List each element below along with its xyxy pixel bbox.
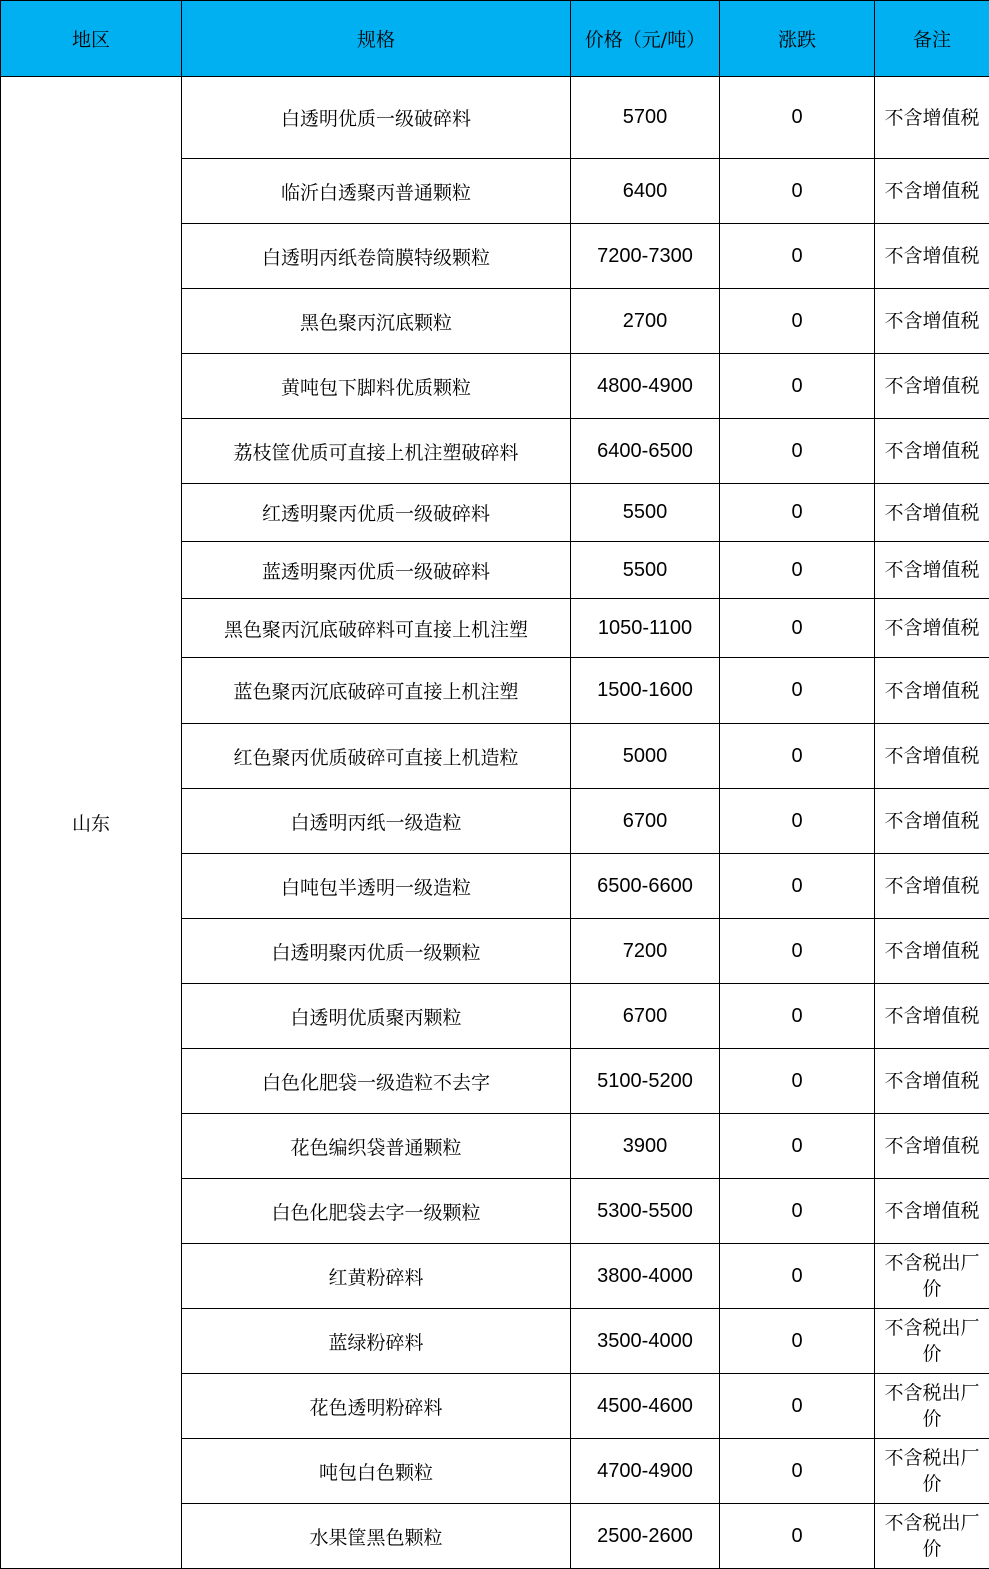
note-cell: 不含增值税	[875, 919, 989, 984]
change-cell: 0	[720, 1439, 875, 1504]
price-cell: 6500-6600	[571, 854, 720, 919]
change-cell: 0	[720, 658, 875, 724]
spec-cell: 花色透明粉碎料	[182, 1374, 571, 1439]
header-row	[1, 1, 989, 77]
spec-cell: 白吨包半透明一级造粒	[182, 854, 571, 919]
change-cell: 0	[720, 1374, 875, 1439]
price-cell: 5500	[571, 542, 720, 599]
note-cell: 不含增值税	[875, 724, 989, 789]
spec-cell: 白透明聚丙优质一级颗粒	[182, 919, 571, 984]
price-cell: 5100-5200	[571, 1049, 720, 1114]
price-cell: 2500-2600	[571, 1504, 720, 1569]
header-price: 价格（元/吨）	[571, 1, 720, 77]
price-cell: 7200-7300	[571, 224, 720, 289]
price-cell: 3900	[571, 1114, 720, 1179]
note-cell: 不含增值税	[875, 354, 989, 419]
price-cell: 6400-6500	[571, 419, 720, 484]
price-cell: 6400	[571, 159, 720, 224]
price-cell: 5300-5500	[571, 1179, 720, 1244]
change-cell: 0	[720, 919, 875, 984]
note-cell: 不含增值税	[875, 542, 989, 599]
change-cell: 0	[720, 77, 875, 159]
change-cell: 0	[720, 1179, 875, 1244]
price-cell: 4500-4600	[571, 1374, 720, 1439]
note-cell: 不含增值税	[875, 159, 989, 224]
spec-cell: 蓝色聚丙沉底破碎可直接上机注塑	[182, 658, 571, 724]
note-cell: 不含增值税	[875, 484, 989, 542]
change-cell: 0	[720, 599, 875, 658]
spec-cell: 白透明优质聚丙颗粒	[182, 984, 571, 1049]
spec-cell: 白色化肥袋去字一级颗粒	[182, 1179, 571, 1244]
change-cell: 0	[720, 789, 875, 854]
spec-cell: 白色化肥袋一级造粒不去字	[182, 1049, 571, 1114]
spec-cell: 白透明丙纸卷筒膜特级颗粒	[182, 224, 571, 289]
change-cell: 0	[720, 1049, 875, 1114]
header-spec: 规格	[182, 1, 571, 77]
header-note: 备注	[875, 1, 989, 77]
price-cell: 5000	[571, 724, 720, 789]
change-cell: 0	[720, 1309, 875, 1374]
change-cell: 0	[720, 1504, 875, 1569]
note-cell: 不含税出厂价	[875, 1374, 989, 1439]
spec-cell: 红透明聚丙优质一级破碎料	[182, 484, 571, 542]
price-cell: 1050-1100	[571, 599, 720, 658]
price-cell: 6700	[571, 789, 720, 854]
spec-cell: 水果筐黑色颗粒	[182, 1504, 571, 1569]
header-change: 涨跌	[720, 1, 875, 77]
note-cell: 不含税出厂价	[875, 1439, 989, 1504]
change-cell: 0	[720, 724, 875, 789]
spec-cell: 临沂白透聚丙普通颗粒	[182, 159, 571, 224]
change-cell: 0	[720, 1244, 875, 1309]
spec-cell: 吨包白色颗粒	[182, 1439, 571, 1504]
price-cell: 3800-4000	[571, 1244, 720, 1309]
note-cell: 不含增值税	[875, 77, 989, 159]
table-row	[1, 77, 989, 159]
note-cell: 不含税出厂价	[875, 1244, 989, 1309]
note-cell: 不含增值税	[875, 1179, 989, 1244]
price-cell: 2700	[571, 289, 720, 354]
price-cell: 4800-4900	[571, 354, 720, 419]
change-cell: 0	[720, 354, 875, 419]
note-cell: 不含税出厂价	[875, 1309, 989, 1374]
spec-cell: 蓝透明聚丙优质一级破碎料	[182, 542, 571, 599]
note-cell: 不含增值税	[875, 789, 989, 854]
spec-cell: 红黄粉碎料	[182, 1244, 571, 1309]
spec-cell: 白透明优质一级破碎料	[182, 77, 571, 159]
table-body	[1, 77, 989, 1569]
price-cell: 4700-4900	[571, 1439, 720, 1504]
change-cell: 0	[720, 542, 875, 599]
note-cell: 不含增值税	[875, 419, 989, 484]
header-region: 地区	[1, 1, 182, 77]
note-cell: 不含增值税	[875, 658, 989, 724]
price-cell: 5700	[571, 77, 720, 159]
note-cell: 不含增值税	[875, 599, 989, 658]
spec-cell: 花色编织袋普通颗粒	[182, 1114, 571, 1179]
spec-cell: 荔枝筐优质可直接上机注塑破碎料	[182, 419, 571, 484]
note-cell: 不含税出厂价	[875, 1504, 989, 1569]
change-cell: 0	[720, 984, 875, 1049]
change-cell: 0	[720, 419, 875, 484]
change-cell: 0	[720, 854, 875, 919]
note-cell: 不含增值税	[875, 854, 989, 919]
change-cell: 0	[720, 159, 875, 224]
change-cell: 0	[720, 289, 875, 354]
spec-cell: 黑色聚丙沉底破碎料可直接上机注塑	[182, 599, 571, 658]
price-cell: 7200	[571, 919, 720, 984]
note-cell: 不含增值税	[875, 984, 989, 1049]
note-cell: 不含增值税	[875, 289, 989, 354]
price-cell: 3500-4000	[571, 1309, 720, 1374]
note-cell: 不含增值税	[875, 1114, 989, 1179]
spec-cell: 蓝绿粉碎料	[182, 1309, 571, 1374]
spec-cell: 白透明丙纸一级造粒	[182, 789, 571, 854]
price-cell: 6700	[571, 984, 720, 1049]
spec-cell: 黑色聚丙沉底颗粒	[182, 289, 571, 354]
price-cell: 5500	[571, 484, 720, 542]
note-cell: 不含增值税	[875, 224, 989, 289]
change-cell: 0	[720, 1114, 875, 1179]
note-cell: 不含增值税	[875, 1049, 989, 1114]
table-header	[1, 1, 989, 77]
spec-cell: 红色聚丙优质破碎可直接上机造粒	[182, 724, 571, 789]
spec-cell: 黄吨包下脚料优质颗粒	[182, 354, 571, 419]
region-cell: 山东	[1, 77, 182, 1569]
change-cell: 0	[720, 484, 875, 542]
change-cell: 0	[720, 224, 875, 289]
price-cell: 1500-1600	[571, 658, 720, 724]
